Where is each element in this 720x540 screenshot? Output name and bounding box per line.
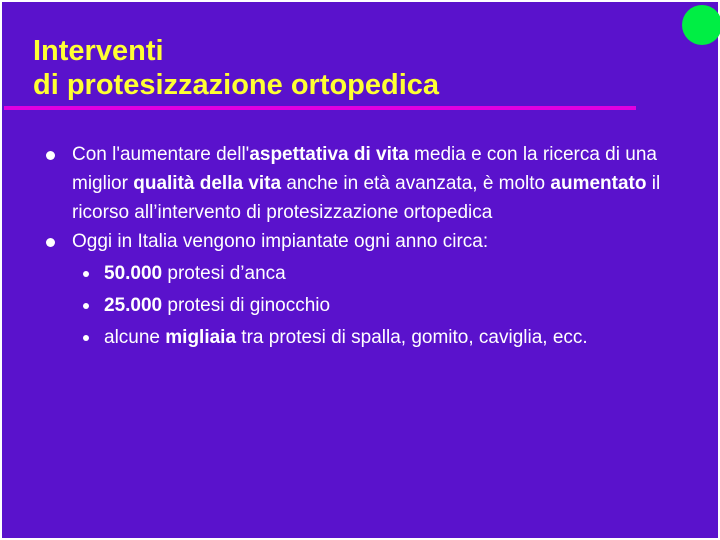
- bullet-item-1: [2, 140, 672, 227]
- sub-bullet-dot-icon: [83, 303, 89, 309]
- bullet-1-text-c: anche in età avanzata, è molto: [281, 173, 551, 194]
- bullet-1-text-a: Con l'aumentare dell': [72, 144, 250, 165]
- sub-bullet-dot-icon: [83, 335, 89, 341]
- sub-bullet-2-text: protesi di ginocchio: [162, 295, 331, 316]
- bullet-1-bold-b: qualità della vita: [133, 173, 282, 194]
- bullet-1-bold-a: aspettativa di vita: [249, 144, 409, 165]
- title-line-1: Interventi: [33, 35, 164, 67]
- title-line-2: di protesizzazione ortopedica: [33, 69, 440, 101]
- sub-bullet-2-bold: 25.000: [104, 295, 163, 316]
- slide-title: [33, 34, 439, 102]
- bullet-1-text-d: il ricorso all’intervento di protesizzazione ortopedica: [72, 173, 661, 223]
- sub-bullet-1-text: protesi d’anca: [162, 263, 286, 284]
- sub-bullet-3-bold: migliaia: [165, 327, 237, 348]
- bullet-2-text: Oggi in Italia vengono impiantate ogni anno circa:: [72, 231, 489, 252]
- sub-bullet-item-3: [2, 323, 684, 352]
- bullet-dot-icon: [46, 151, 55, 160]
- bullet-dot-icon: [46, 238, 55, 247]
- bullet-1-text-b: media e con la ricerca di una miglior: [72, 144, 657, 194]
- bullet-1-bold-c: aumentato: [550, 173, 647, 194]
- bullet-item-2: [2, 227, 672, 256]
- sub-bullet-3-text-a: alcune: [104, 327, 166, 348]
- sub-bullet-item-2: [2, 291, 684, 320]
- bullet-list: [2, 140, 718, 352]
- title-divider: [4, 106, 636, 110]
- sub-bullet-dot-icon: [83, 271, 89, 277]
- status-dot: [682, 5, 720, 45]
- sub-bullet-1-bold: 50.000: [104, 263, 163, 284]
- slide-background: [2, 2, 718, 538]
- sub-bullet-3-text-b: tra protesi di spalla, gomito, caviglia, ecc.: [236, 327, 588, 348]
- sub-bullet-item-1: [2, 259, 684, 288]
